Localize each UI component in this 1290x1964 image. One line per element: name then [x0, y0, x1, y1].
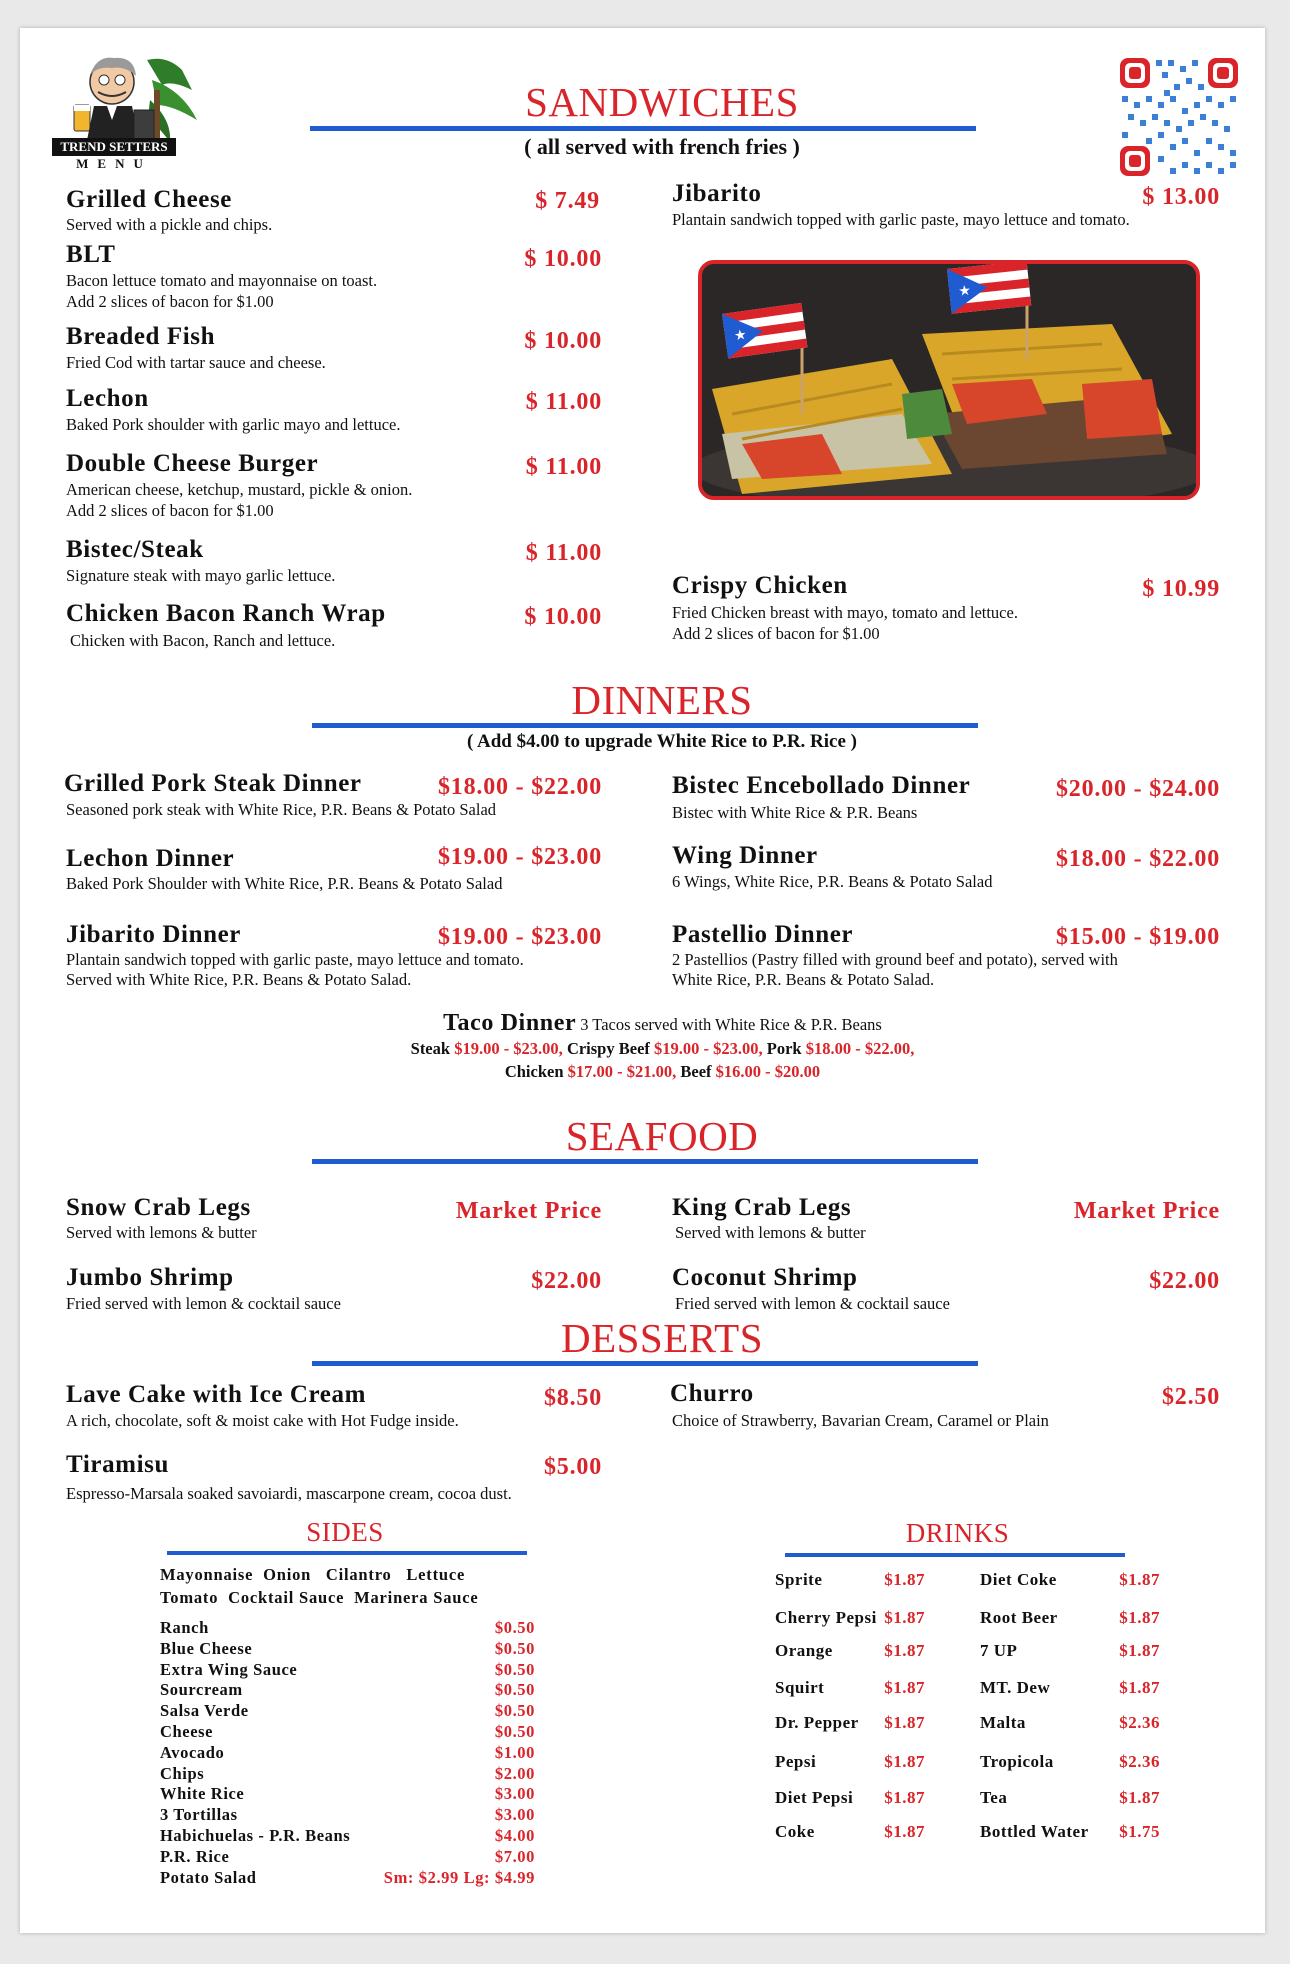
item-name: Jibarito: [672, 180, 762, 207]
item-description: Fried Cod with tartar sauce and cheese.: [66, 353, 326, 372]
side-price: $0.50: [494, 1659, 535, 1679]
side-price: $0.50: [494, 1722, 535, 1741]
list-item: [775, 1641, 945, 1663]
item-description: 2 Pastellios (Pastry filled with ground beef and potato), served with: [672, 950, 1118, 969]
item-price: $15.00 - $19.00: [1056, 924, 1220, 950]
taco-option-label: Beef: [680, 1062, 712, 1081]
drink-price: $1.87: [884, 1713, 925, 1732]
item-description: Choice of Strawberry, Bavarian Cream, Caramel or Plain: [672, 1411, 1049, 1430]
item-price: $ 7.49: [535, 188, 600, 214]
item-name: Bistec/Steak: [66, 536, 204, 563]
drink-name: Tea: [980, 1788, 1008, 1807]
list-item: [160, 1868, 535, 1888]
section-title-sandwiches: SANDWICHES: [525, 79, 799, 125]
item-price: $20.00 - $24.00: [1056, 776, 1220, 802]
drink-name: 7 UP: [980, 1641, 1018, 1660]
section-rule: [310, 126, 976, 131]
item-name: Jibarito Dinner: [66, 921, 241, 948]
logo-banner: TREND SETTERS: [52, 138, 176, 156]
taco-option-price: $16.00 - $20.00: [715, 1062, 821, 1081]
side-name: Habichuelas - P.R. Beans: [160, 1826, 351, 1845]
list-item: [775, 1608, 945, 1630]
section-subtitle: ( all served with french fries ): [524, 134, 800, 159]
side-price: $4.00: [494, 1826, 535, 1845]
list-item: [980, 1641, 1180, 1663]
item-price: Market Price: [1073, 1198, 1220, 1224]
list-item: [980, 1608, 1180, 1630]
item-price: $ 10.00: [524, 604, 602, 630]
list-item: [160, 1618, 535, 1638]
list-item: [160, 1826, 535, 1846]
item-description: Signature steak with mayo garlic lettuce.: [66, 566, 336, 585]
item-price: $ 10.00: [524, 328, 602, 354]
item-price: $18.00 - $22.00: [1056, 846, 1220, 872]
drink-price: $2.36: [1119, 1713, 1160, 1732]
svg-text:★: ★: [957, 282, 972, 300]
side-name: White Rice: [160, 1784, 245, 1804]
drink-name: MT. Dew: [980, 1678, 1051, 1697]
side-name: Salsa Verde: [160, 1701, 249, 1721]
list-item: [775, 1678, 945, 1700]
jibarito-photo: [698, 260, 1200, 500]
list-item: [160, 1764, 535, 1784]
item-name: King Crab Legs: [672, 1194, 852, 1221]
section-title-desserts: DESSERTS: [560, 1315, 764, 1361]
item-price: $8.50: [544, 1385, 602, 1411]
item-name: Crispy Chicken: [672, 572, 848, 599]
drink-price: $1.87: [884, 1570, 925, 1589]
side-price: $1.00: [494, 1742, 535, 1762]
item-name: Grilled Cheese: [66, 186, 233, 213]
item-description: American cheese, ketchup, mustard, pickle & onion.: [66, 480, 413, 499]
item-price: $ 11.00: [525, 389, 602, 415]
free-condiments-line: Tomato Cocktail Sauce Marinera Sauce: [160, 1588, 479, 1607]
item-description: 6 Wings, White Rice, P.R. Beans & Potato Salad: [672, 872, 993, 891]
item-description: A rich, chocolate, soft & moist cake with Hot Fudge inside.: [66, 1411, 459, 1430]
side-price: $0.50: [494, 1638, 535, 1658]
menu-page: [20, 28, 1265, 1933]
item-name: Jumbo Shrimp: [66, 1264, 234, 1291]
list-item: [980, 1678, 1180, 1700]
section-title-sides: SIDES: [306, 1517, 384, 1547]
side-name: Extra Wing Sauce: [160, 1659, 298, 1679]
item-name: Coconut Shrimp: [672, 1264, 858, 1291]
item-description: Seasoned pork steak with White Rice, P.R. Beans & Potato Salad: [66, 800, 497, 819]
drink-name: Malta: [980, 1713, 1026, 1732]
item-description: Plantain sandwich topped with garlic paste, mayo lettuce and tomato.: [672, 210, 1130, 229]
drink-name: Tropicola: [980, 1752, 1054, 1771]
drink-price: $1.87: [1119, 1788, 1160, 1807]
free-condiments: [160, 1563, 479, 1609]
item-description: Fried served with lemon & cocktail sauce: [66, 1294, 341, 1313]
section-title-drinks: DRINKS: [905, 1518, 1010, 1548]
item-price: $18.00 - $22.00: [438, 774, 602, 800]
taco-option-label: Chicken: [504, 1062, 564, 1081]
drink-price: $1.87: [884, 1678, 925, 1697]
drink-name: Sprite: [775, 1570, 823, 1589]
item-name: Taco Dinner: [443, 1010, 577, 1036]
list-item: [160, 1743, 535, 1763]
side-price: $3.00: [494, 1784, 535, 1804]
drink-name: Diet Pepsi: [775, 1788, 854, 1807]
section-rule: [167, 1551, 527, 1555]
item-description: Chicken with Bacon, Ranch and lettuce.: [70, 631, 336, 650]
drink-price: $1.87: [884, 1641, 925, 1660]
drink-name: Diet Coke: [980, 1570, 1057, 1589]
item-price: $2.50: [1162, 1384, 1220, 1410]
item-price: $5.00: [544, 1454, 602, 1480]
list-item: [980, 1570, 1180, 1592]
item-description: Served with lemons & butter: [66, 1223, 257, 1242]
section-title-seafood: SEAFOOD: [565, 1113, 759, 1159]
logo-mascot-icon: [52, 50, 204, 145]
drink-price: $2.36: [1119, 1752, 1160, 1771]
drink-name: Squirt: [775, 1678, 825, 1697]
list-item: [160, 1660, 535, 1680]
section-title-dinners: DINNERS: [571, 677, 753, 723]
side-price: $0.50: [494, 1680, 535, 1700]
drink-price: $1.87: [884, 1752, 925, 1771]
item-description: White Rice, P.R. Beans & Potato Salad.: [672, 970, 935, 989]
drink-name: Root Beer: [980, 1608, 1058, 1627]
item-price: $ 10.99: [1142, 576, 1220, 602]
item-name: Bistec Encebollado Dinner: [672, 772, 971, 799]
drink-name: Cherry Pepsi: [775, 1608, 877, 1627]
list-item: [775, 1752, 945, 1774]
item-name: Churro: [670, 1380, 754, 1407]
side-price: $2.00: [494, 1763, 535, 1783]
drink-price: $1.87: [1119, 1570, 1160, 1589]
item-price: Market Price: [455, 1198, 602, 1224]
list-item: [980, 1822, 1180, 1844]
drink-price: $1.75: [1119, 1822, 1160, 1841]
qr-code-icon: [1120, 58, 1238, 176]
item-price: $ 11.00: [525, 454, 602, 480]
list-item: [160, 1784, 535, 1804]
side-name: Potato Salad: [160, 1867, 257, 1887]
side-price: $7.00: [494, 1846, 535, 1866]
item-description: Fried served with lemon & cocktail sauce: [675, 1294, 950, 1313]
drink-name: Bottled Water: [980, 1822, 1089, 1841]
item-description: Served with lemons & butter: [675, 1223, 866, 1242]
item-price: $19.00 - $23.00: [438, 924, 602, 950]
item-name: Double Cheese Burger: [66, 450, 319, 477]
list-item: [160, 1805, 535, 1825]
list-item: [980, 1713, 1180, 1735]
side-name: Chips: [160, 1763, 205, 1783]
item-description: Espresso-Marsala soaked savoiardi, mascarpone cream, cocoa dust.: [66, 1484, 512, 1503]
drink-price: $1.87: [884, 1822, 925, 1841]
item-name: Lechon Dinner: [66, 845, 235, 872]
item-name: Snow Crab Legs: [66, 1194, 251, 1221]
item-name: BLT: [66, 241, 116, 268]
list-item: [160, 1701, 535, 1721]
item-price: $ 11.00: [525, 540, 602, 566]
item-name: Lechon: [66, 385, 149, 412]
list-item: [980, 1752, 1180, 1774]
side-price: $0.50: [494, 1701, 535, 1721]
section-rule: [785, 1553, 1125, 1557]
side-name: Ranch: [160, 1618, 209, 1637]
drink-name: Orange: [775, 1641, 833, 1660]
section-rule: [312, 1361, 978, 1366]
item-name: Tiramisu: [66, 1451, 169, 1478]
item-name: Chicken Bacon Ranch Wrap: [66, 600, 386, 627]
item-description: Baked Pork shoulder with garlic mayo and lettuce.: [66, 415, 401, 434]
side-name: Avocado: [160, 1742, 225, 1762]
section-rule: [312, 1159, 978, 1164]
taco-option-price: $17.00 - $21.00,: [567, 1062, 677, 1081]
side-name: Sourcream: [160, 1680, 243, 1700]
drink-name: Coke: [775, 1822, 815, 1841]
taco-option-label: Crispy Beef: [566, 1039, 650, 1058]
item-description: Bacon lettuce tomato and mayonnaise on toast.: [66, 271, 378, 290]
taco-option-price: $19.00 - $23.00,: [454, 1039, 563, 1058]
logo-subtitle: MENU: [76, 156, 152, 171]
list-item: [160, 1639, 535, 1659]
list-item: [775, 1713, 945, 1735]
taco-option-label: Steak: [410, 1039, 451, 1058]
side-name: Cheese: [160, 1722, 214, 1741]
list-item: [160, 1722, 535, 1742]
item-description: Plantain sandwich topped with garlic paste, mayo lettuce and tomato.: [66, 950, 524, 969]
side-name: Blue Cheese: [160, 1638, 253, 1658]
item-description: Served with White Rice, P.R. Beans & Potato Salad.: [66, 970, 412, 989]
item-description: Add 2 slices of bacon for $1.00: [66, 501, 274, 520]
side-price: Sm: $2.99 Lg: $4.99: [383, 1867, 535, 1887]
list-item: [160, 1680, 535, 1700]
item-name: Breaded Fish: [66, 323, 216, 350]
taco-option-price: $19.00 - $23.00,: [654, 1039, 763, 1058]
drink-price: $1.87: [1119, 1641, 1160, 1660]
logo: [52, 50, 204, 170]
item-name: Grilled Pork Steak Dinner: [64, 770, 362, 797]
item-price: $22.00: [531, 1268, 602, 1294]
item-description: Served with a pickle and chips.: [66, 215, 273, 234]
section-rule: [312, 723, 978, 728]
list-item: [160, 1847, 535, 1867]
item-name: Pastellio Dinner: [672, 921, 854, 948]
free-condiments-line: Mayonnaise Onion Cilantro Lettuce: [160, 1565, 466, 1584]
list-item: [980, 1788, 1180, 1810]
drink-name: Dr. Pepper: [775, 1713, 859, 1732]
drink-price: $1.87: [1119, 1678, 1160, 1697]
item-name: Lave Cake with Ice Cream: [66, 1381, 366, 1408]
item-price: $ 13.00: [1142, 184, 1220, 210]
taco-option-price: $18.00 - $22.00,: [805, 1039, 915, 1058]
item-price: $ 10.00: [524, 246, 602, 272]
side-name: P.R. Rice: [160, 1846, 230, 1866]
item-name: Wing Dinner: [672, 842, 818, 869]
item-description: Baked Pork Shoulder with White Rice, P.R. Beans & Potato Salad: [66, 874, 503, 893]
item-description: 3 Tacos served with White Rice & P.R. Beans: [580, 1015, 882, 1034]
item-description: Bistec with White Rice & P.R. Beans: [672, 803, 918, 822]
item-price: $19.00 - $23.00: [438, 844, 602, 870]
drink-price: $1.87: [884, 1608, 925, 1627]
list-item: [775, 1822, 945, 1844]
taco-dinner: [240, 1010, 1085, 1083]
side-name: 3 Tortillas: [160, 1805, 238, 1825]
side-price: $3.00: [494, 1805, 535, 1825]
list-item: [775, 1788, 945, 1810]
item-description: Add 2 slices of bacon for $1.00: [66, 292, 274, 311]
side-price: $0.50: [494, 1618, 535, 1637]
item-description: Fried Chicken breast with mayo, tomato and lettuce.: [672, 603, 1018, 622]
item-price: $22.00: [1149, 1268, 1220, 1294]
taco-option-label: Pork: [766, 1039, 802, 1058]
list-item: [775, 1570, 945, 1592]
section-subtitle: ( Add $4.00 to upgrade White Rice to P.R. Rice ): [466, 731, 857, 752]
drink-price: $1.87: [884, 1788, 925, 1807]
drink-price: $1.87: [1119, 1608, 1160, 1627]
item-description: Add 2 slices of bacon for $1.00: [672, 624, 880, 643]
svg-text:★: ★: [733, 326, 748, 345]
drink-name: Pepsi: [775, 1752, 817, 1771]
